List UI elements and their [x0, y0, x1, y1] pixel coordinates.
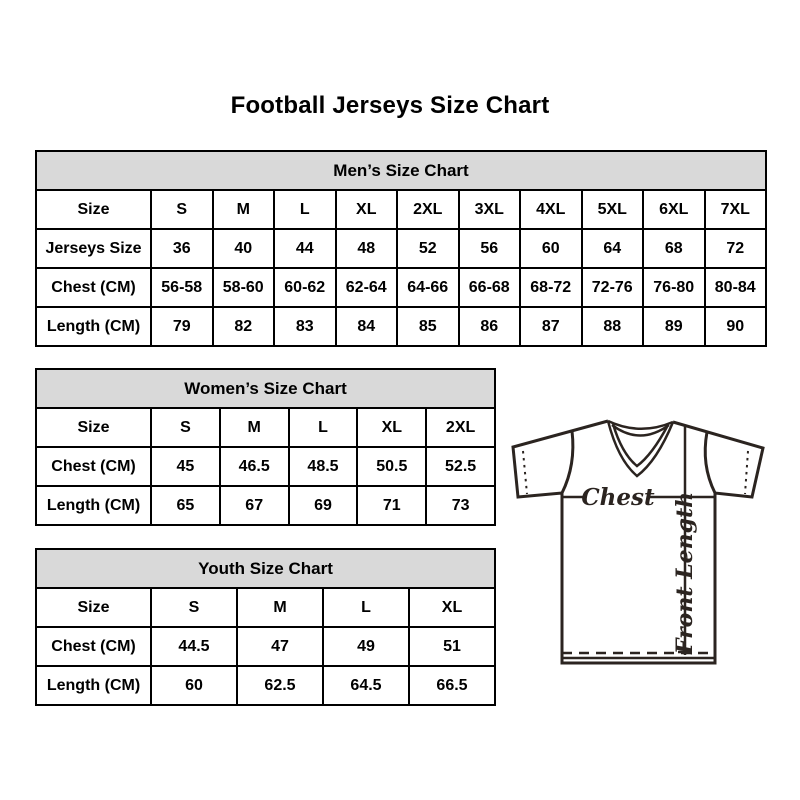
row-label: Length (CM) — [36, 486, 151, 525]
cell: 48 — [336, 229, 398, 268]
left-cuff-dotted-line — [523, 451, 527, 494]
cell: 60 — [151, 666, 237, 705]
cell: 45 — [151, 447, 220, 486]
jersey-body-outline — [513, 421, 763, 663]
row-label: Chest (CM) — [36, 268, 151, 307]
cell: 68-72 — [520, 268, 582, 307]
cell: 62.5 — [237, 666, 323, 705]
cell: 6XL — [643, 190, 705, 229]
cell: 86 — [459, 307, 521, 346]
row-label: Size — [36, 408, 151, 447]
men-table-row — [36, 268, 766, 307]
cell: 76-80 — [643, 268, 705, 307]
womens-size-table — [35, 368, 496, 526]
youth-table-title: Youth Size Chart — [36, 549, 495, 588]
jersey-outline — [513, 421, 763, 663]
cell: 73 — [426, 486, 495, 525]
men-table-header-row — [36, 151, 766, 190]
cell: 2XL — [397, 190, 459, 229]
cell: 67 — [220, 486, 289, 525]
cell: 84 — [336, 307, 398, 346]
cell: 85 — [397, 307, 459, 346]
right-armhole-seam — [705, 432, 715, 493]
cell: 60-62 — [274, 268, 336, 307]
youth-table-row — [36, 666, 495, 705]
cell: 64.5 — [323, 666, 409, 705]
left-armhole-seam — [562, 431, 573, 493]
cell: 56 — [459, 229, 521, 268]
women-table-row — [36, 447, 495, 486]
cell: 66.5 — [409, 666, 495, 705]
cell: 64-66 — [397, 268, 459, 307]
women-table-row — [36, 486, 495, 525]
youth-table-row — [36, 588, 495, 627]
cell: 58-60 — [213, 268, 275, 307]
cell: 52 — [397, 229, 459, 268]
men-table-row — [36, 229, 766, 268]
cell: 5XL — [582, 190, 644, 229]
cell: 65 — [151, 486, 220, 525]
cell: 62-64 — [336, 268, 398, 307]
cell: 87 — [520, 307, 582, 346]
row-label: Length (CM) — [36, 666, 151, 705]
women-table-row — [36, 408, 495, 447]
row-label: Size — [36, 588, 151, 627]
chest-label: Chest — [581, 484, 655, 511]
cell: XL — [409, 588, 495, 627]
cell: 69 — [289, 486, 358, 525]
cell: 51 — [409, 627, 495, 666]
cell: 3XL — [459, 190, 521, 229]
cell: S — [151, 588, 237, 627]
cell: 66-68 — [459, 268, 521, 307]
youth-table-row — [36, 627, 495, 666]
cell: 48.5 — [289, 447, 358, 486]
cell: 44.5 — [151, 627, 237, 666]
cell: 7XL — [705, 190, 767, 229]
cell: 88 — [582, 307, 644, 346]
cell: XL — [357, 408, 426, 447]
page-title: Football Jerseys Size Chart — [230, 92, 550, 119]
row-label: Chest (CM) — [36, 447, 151, 486]
row-label: Jerseys Size — [36, 229, 151, 268]
cell: 60 — [520, 229, 582, 268]
cell: M — [220, 408, 289, 447]
cell: S — [151, 190, 213, 229]
jersey-measurement-diagram — [500, 395, 800, 695]
row-label: Chest (CM) — [36, 627, 151, 666]
cell: 90 — [705, 307, 767, 346]
cell: M — [237, 588, 323, 627]
right-cuff-dotted-line — [745, 451, 748, 494]
men-table-row — [36, 190, 766, 229]
row-label: Size — [36, 190, 151, 229]
cell: 2XL — [426, 408, 495, 447]
cell: L — [323, 588, 409, 627]
men-table-row — [36, 307, 766, 346]
cell: 72 — [705, 229, 767, 268]
cell: 46.5 — [220, 447, 289, 486]
cell: 50.5 — [357, 447, 426, 486]
mens-size-table — [35, 150, 767, 347]
cell: L — [274, 190, 336, 229]
cell: 44 — [274, 229, 336, 268]
row-label: Length (CM) — [36, 307, 151, 346]
cell: S — [151, 408, 220, 447]
men-table-title: Men’s Size Chart — [36, 151, 766, 190]
cell: 47 — [237, 627, 323, 666]
cell: 68 — [643, 229, 705, 268]
cell: 40 — [213, 229, 275, 268]
youth-size-table — [35, 548, 496, 706]
youth-table-header-row — [36, 549, 495, 588]
cell: 4XL — [520, 190, 582, 229]
cell: 83 — [274, 307, 336, 346]
cell: M — [213, 190, 275, 229]
front-length-label: Front Length — [672, 491, 698, 655]
cell: 71 — [357, 486, 426, 525]
cell: 72-76 — [582, 268, 644, 307]
cell: 82 — [213, 307, 275, 346]
cell: 52.5 — [426, 447, 495, 486]
cell: XL — [336, 190, 398, 229]
women-table-header-row — [36, 369, 495, 408]
cell: 80-84 — [705, 268, 767, 307]
cell: L — [289, 408, 358, 447]
cell: 49 — [323, 627, 409, 666]
cell: 36 — [151, 229, 213, 268]
cell: 64 — [582, 229, 644, 268]
cell: 89 — [643, 307, 705, 346]
cell: 79 — [151, 307, 213, 346]
women-table-title: Women’s Size Chart — [36, 369, 495, 408]
cell: 56-58 — [151, 268, 213, 307]
